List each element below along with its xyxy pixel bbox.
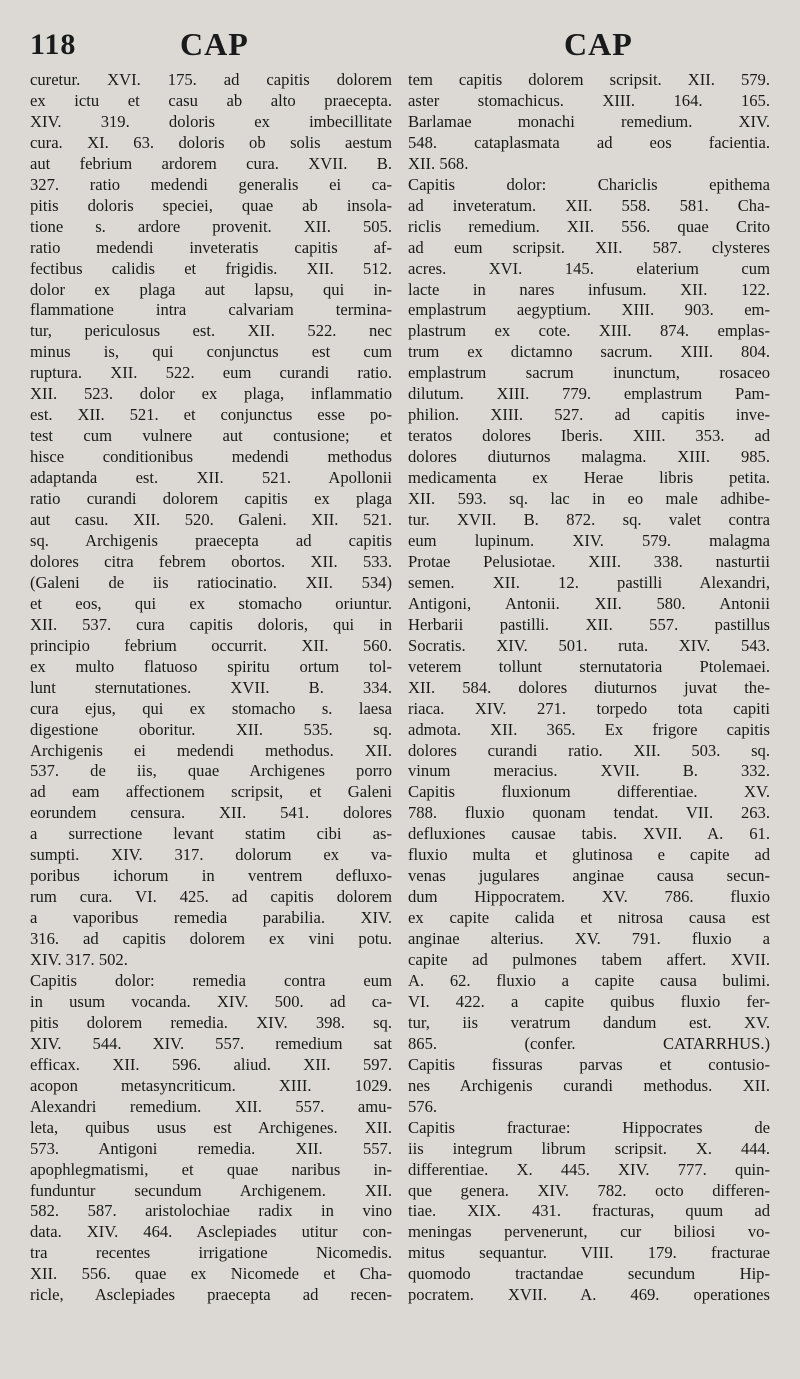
text-line: aster stomachicus. XIII. 164. 165. — [408, 90, 770, 110]
text-line: dolores curandi ratio. XII. 503. sq. — [408, 740, 770, 760]
text-line: 573. Antigoni remedia. XII. 557. — [30, 1138, 392, 1158]
text-line: Alexandri remedium. XII. 557. amu- — [30, 1096, 392, 1116]
text-line: XIV. 544. XIV. 557. remedium sat — [30, 1033, 392, 1053]
text-line: quomodo tractandae secundum Hip- — [408, 1264, 770, 1284]
text-line: 327. ratio medendi generalis ei ca- — [30, 174, 392, 194]
text-line: Capitis fluxionum differentiae. XV. — [408, 782, 770, 802]
text-line: 865. (confer. CATARRHUS.) — [408, 1033, 770, 1053]
text-line: tra recentes irrigatione Nicomedis. — [30, 1243, 392, 1263]
text-line: rum cura. VI. 425. ad capitis dolorem — [30, 887, 392, 907]
text-line: trum ex dictamno sacrum. XIII. 804. — [408, 342, 770, 362]
text-line: tur. XVII. B. 872. sq. valet contra — [408, 510, 770, 530]
text-line: data. XIV. 464. Asclepiades utitur con- — [30, 1222, 392, 1242]
text-line: principio febrium occurrit. XII. 560. — [30, 635, 392, 655]
text-line: ratio medendi inveteratis capitis af- — [30, 237, 392, 257]
running-head-right: CAP — [564, 26, 633, 62]
text-line: ex multo flatuoso spiritu ortum tol- — [30, 656, 392, 676]
text-line: defluxiones causae tabis. XVII. A. 61. — [408, 824, 770, 844]
text-line: Archigenis ei medendi methodus. XII. — [30, 740, 392, 760]
right-column — [408, 70, 770, 1306]
text-line: Barlamae monachi remedium. XIV. — [408, 111, 770, 131]
text-line: emplastrum aegyptium. XIII. 903. em- — [408, 300, 770, 320]
text-line: aut casu. XII. 520. Galeni. XII. 521. — [30, 510, 392, 530]
text-line: ad inveteratum. XII. 558. 581. Cha- — [408, 195, 770, 215]
text-line: apophlegmatismi, et quae naribus in- — [30, 1159, 392, 1179]
text-line: sumpti. XIV. 317. dolorum ex va- — [30, 845, 392, 865]
text-line: lacte in nares infusum. XII. 122. — [408, 279, 770, 299]
text-line: semen. XII. 12. pastilli Alexandri, — [408, 572, 770, 592]
text-line: leta, quibus usus est Archigenes. XII. — [30, 1117, 392, 1137]
text-line: XII. 584. dolores diuturnos juvat the- — [408, 677, 770, 697]
text-line: VI. 422. a capite quibus fluxio fer- — [408, 991, 770, 1011]
text-line: philion. XIII. 527. ad capitis inve- — [408, 405, 770, 425]
text-line: funduntur secundum Archigenem. XII. — [30, 1180, 392, 1200]
text-line: dum Hippocratem. XV. 786. fluxio — [408, 887, 770, 907]
text-line: tione s. ardore provenit. XII. 505. — [30, 216, 392, 236]
text-line: XII. 593. sq. lac in eo male adhibe- — [408, 489, 770, 509]
text-line: que genera. XIV. 782. octo differen- — [408, 1180, 770, 1200]
text-line: efficax. XII. 596. aliud. XII. 597. — [30, 1054, 392, 1074]
text-line: ratio curandi dolorem capitis ex plaga — [30, 489, 392, 509]
text-line: 582. 587. aristolochiae radix in vino — [30, 1201, 392, 1221]
text-columns — [30, 70, 770, 1306]
text-line: emplastrum sacrum inunctum, rosaceo — [408, 363, 770, 383]
text-line: Capitis fissuras parvas et contusio- — [408, 1054, 770, 1074]
text-line: aut febrium ardorem cura. XVII. B. — [30, 153, 392, 173]
text-line: veterem tollunt sternutatoria Ptolemaei. — [408, 656, 770, 676]
text-line: iis integrum librum scripsit. X. 444. — [408, 1138, 770, 1158]
text-line: dolor ex plaga aut lapsu, qui in- — [30, 279, 392, 299]
text-line: tiae. XIX. 431. fracturas, quum ad — [408, 1201, 770, 1221]
text-line: pitis dolorem remedia. XIV. 398. sq. — [30, 1012, 392, 1032]
text-line: pocratem. XVII. A. 469. operationes — [408, 1285, 770, 1305]
text-line: anginae alterius. XV. 791. fluxio a — [408, 929, 770, 949]
text-line: medicamenta ex Herae libris petita. — [408, 468, 770, 488]
text-line: in usum vocanda. XIV. 500. ad ca- — [30, 991, 392, 1011]
text-line: adaptanda est. XII. 521. Apollonii — [30, 468, 392, 488]
text-line: 537. de iis, quae Archigenes porro — [30, 761, 392, 781]
text-line: XII. 523. dolor ex plaga, inflammatio — [30, 384, 392, 404]
text-line: dolores citra febrem obortos. XII. 533. — [30, 551, 392, 571]
text-line: a vaporibus remedia parabilia. XIV. — [30, 908, 392, 928]
text-line: XII. 568. — [408, 153, 469, 173]
text-line: Herbarii pastilli. XII. 557. pastillus — [408, 614, 770, 634]
text-line: Socratis. XIV. 501. ruta. XIV. 543. — [408, 635, 770, 655]
text-line: poribus ichorum in ventrem defluxo- — [30, 866, 392, 886]
text-line: tem capitis dolorem scripsit. XII. 579. — [408, 70, 770, 89]
text-line: fluxio multa et glutinosa e capite ad — [408, 845, 770, 865]
text-line: cura. XI. 63. doloris ob solis aestum — [30, 132, 392, 152]
text-line: nes Archigenis curandi methodus. XII. — [408, 1075, 770, 1095]
text-line: 788. fluxio quonam tendat. VII. 263. — [408, 803, 770, 823]
text-line: ad eum scripsit. XII. 587. clysteres — [408, 237, 770, 257]
text-line: eorundem censura. XII. 541. dolores — [30, 803, 392, 823]
page-header — [30, 22, 770, 70]
text-line: hisce conditionibus medendi methodus — [30, 447, 392, 467]
text-line: vinum meracius. XVII. B. 332. — [408, 761, 770, 781]
text-line: eum lupinum. XIV. 579. malagma — [408, 530, 770, 550]
text-line: Capitis dolor: Chariclis epithema — [408, 174, 770, 194]
text-line: acopon metasyncriticum. XIII. 1029. — [30, 1075, 392, 1095]
page-number: 118 — [30, 28, 77, 61]
text-line: mitus sequantur. VIII. 179. fracturae — [408, 1243, 770, 1263]
text-line: Capitis fracturae: Hippocrates de — [408, 1117, 770, 1137]
text-line: minus is, qui conjunctus est cum — [30, 342, 392, 362]
text-line: 316. ad capitis dolorem ex vini potu. — [30, 929, 392, 949]
text-line: Capitis dolor: remedia contra eum — [30, 970, 392, 990]
text-line: a surrectione levant statim cibi as- — [30, 824, 392, 844]
text-line: lunt sternutationes. XVII. B. 334. — [30, 677, 392, 697]
text-line: tur, periculosus est. XII. 522. nec — [30, 321, 392, 341]
text-line: tur, iis veratrum dandum est. XV. — [408, 1012, 770, 1032]
text-line: XII. 556. quae ex Nicomede et Cha- — [30, 1264, 392, 1284]
text-line: ricle, Asclepiades praecepta ad recen- — [30, 1285, 392, 1305]
text-line: ex ictu et casu ab alto praecepta. — [30, 90, 392, 110]
text-line: 548. cataplasmata ad eos facientia. — [408, 132, 770, 152]
text-line: XIV. 319. doloris ex imbecillitate — [30, 111, 392, 131]
text-line: dilutum. XIII. 779. emplastrum Pam- — [408, 384, 770, 404]
text-line: differentiae. X. 445. XIV. 777. quin- — [408, 1159, 770, 1179]
text-line: ruptura. XII. 522. eum curandi ratio. — [30, 363, 392, 383]
text-line: (Galeni de iis ratiocinatio. XII. 534) — [30, 572, 392, 592]
text-line: dolores diuturnos malagma. XIII. 985. — [408, 447, 770, 467]
text-line: venas jugulares anginae causa secun- — [408, 866, 770, 886]
text-line: test cum vulnere aut contusione; et — [30, 426, 392, 446]
text-line: digestione oboritur. XII. 535. sq. — [30, 719, 392, 739]
text-line: acres. XVI. 145. elaterium cum — [408, 258, 770, 278]
text-line: plastrum ex cote. XIII. 874. emplas- — [408, 321, 770, 341]
text-line: ad eam affectionem scripsit, et Galeni — [30, 782, 392, 802]
text-line: 576. — [408, 1096, 438, 1116]
text-line: curetur. XVI. 175. ad capitis dolorem — [30, 70, 392, 89]
left-column — [30, 70, 392, 1306]
text-line: Antigoni, Antonii. XII. 580. Antonii — [408, 593, 770, 613]
running-head-left: CAP — [180, 26, 249, 62]
text-line: flammatione intra calvariam termina- — [30, 300, 392, 320]
text-line: et eos, qui ex stomacho oriuntur. — [30, 593, 392, 613]
text-line: riclis remedium. XII. 556. quae Crito — [408, 216, 770, 236]
text-line: est. XII. 521. et conjunctus esse po- — [30, 405, 392, 425]
text-line: ex capite calida et nitrosa causa est — [408, 908, 770, 928]
text-line: teratos dolores Iberis. XIII. 353. ad — [408, 426, 770, 446]
text-line: A. 62. fluxio a capite causa bulimi. — [408, 970, 770, 990]
text-line: XII. 537. cura capitis doloris, qui in — [30, 614, 392, 634]
text-line: cura ejus, qui ex stomacho s. laesa — [30, 698, 392, 718]
text-line: pitis doloris speciei, quae ab insola- — [30, 195, 392, 215]
text-line: sq. Archigenis praecepta ad capitis — [30, 530, 392, 550]
text-line: Protae Pelusiotae. XIII. 338. nasturtii — [408, 551, 770, 571]
text-line: XIV. 317. 502. — [30, 950, 128, 970]
text-line: fectibus calidis et frigidis. XII. 512. — [30, 258, 392, 278]
text-line: capite ad pulmones tabem affert. XVII. — [408, 950, 770, 970]
text-line: admota. XII. 365. Ex frigore capitis — [408, 719, 770, 739]
text-line: riaca. XIV. 271. torpedo tota capiti — [408, 698, 770, 718]
text-line: meningas pervenerunt, cur biliosi vo- — [408, 1222, 770, 1242]
